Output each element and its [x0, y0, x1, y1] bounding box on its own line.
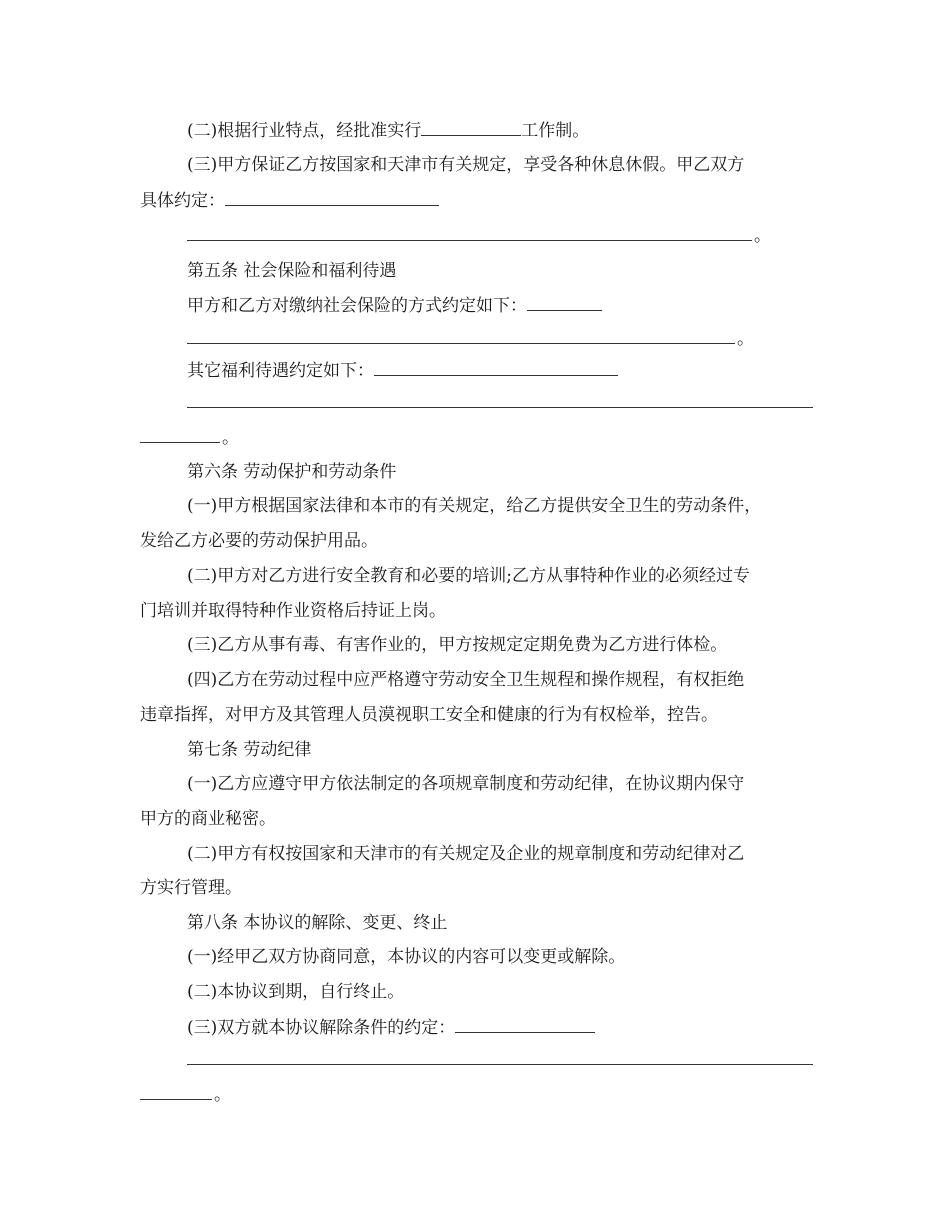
- social-insurance-end-mark: 。: [737, 329, 754, 349]
- other-welfare-label: 其它福利待遇约定如下：: [187, 361, 374, 381]
- clause-6-2-line1: (二)甲方对乙方进行安全教育和必要的培训;乙方从事特种作业的必须经过专: [187, 566, 750, 586]
- clause-6-2-line2: 门培训并取得特种作业资格后持证上岗。: [140, 601, 446, 621]
- clause-4-3-line2: [140, 188, 439, 212]
- clause-6-1-line2: 发给乙方必要的劳动保护用品。: [140, 531, 378, 551]
- other-welfare-blank: [374, 358, 618, 376]
- rest-agreement-blank: [225, 188, 439, 206]
- clause-7-1-line1: (一)乙方应遵守甲方依法制定的各项规章制度和劳动纪律，在协议期内保守: [187, 774, 745, 794]
- social-insurance-line: [187, 293, 602, 317]
- clause-4-3-label: 具体约定：: [140, 191, 225, 211]
- termination-conditions-blank-line-2: [140, 1099, 212, 1100]
- rest-agreement-blank-line: [187, 240, 752, 241]
- clause-8-2: (二)本协议到期，自行终止。: [187, 982, 405, 1002]
- article-7-heading: 第七条 劳动纪律: [187, 740, 312, 760]
- clause-4-2: [187, 118, 589, 142]
- clause-6-3: (三)乙方从事有毒、有害作业的，甲方按规定定期免费为乙方进行体检。: [187, 635, 728, 655]
- termination-conditions-blank-line: [187, 1064, 813, 1065]
- work-system-blank: [421, 118, 521, 136]
- clause-6-4-line1: (四)乙方在劳动过程中应严格遵守劳动安全卫生规程和操作规程，有权拒绝: [187, 670, 745, 690]
- clause-4-2-text: (二)根据行业特点，经批准实行: [187, 121, 422, 141]
- clause-7-2-line1: (二)甲方有权按国家和天津市的有关规定及企业的规章制度和劳动纪律对乙: [187, 844, 745, 864]
- other-welfare-end-mark: 。: [222, 428, 239, 448]
- clause-8-1: (一)经甲乙双方协商同意，本协议的内容可以变更或解除。: [187, 947, 626, 967]
- rest-agreement-end-mark: 。: [754, 226, 771, 246]
- article-6-heading: 第六条 劳动保护和劳动条件: [187, 462, 397, 482]
- other-welfare-line: [187, 358, 618, 382]
- social-insurance-blank: [527, 293, 602, 311]
- clause-4-3-line1: (三)甲方保证乙方按国家和天津市有关规定，享受各种休息休假。甲乙双方: [187, 155, 745, 175]
- termination-conditions-end-mark: 。: [214, 1085, 231, 1105]
- other-welfare-blank-line: [187, 407, 813, 408]
- termination-conditions-blank: [455, 1015, 595, 1033]
- clause-7-2-line2: 方实行管理。: [140, 878, 242, 898]
- clause-4-2-suffix: 工作制。: [521, 121, 590, 141]
- clause-6-1-line1: (一)甲方根据国家法律和本市的有关规定，给乙方提供安全卫生的劳动条件，: [187, 496, 762, 516]
- article-8-heading: 第八条 本协议的解除、变更、终止: [187, 913, 448, 933]
- social-insurance-label: 甲方和乙方对缴纳社会保险的方式约定如下：: [187, 296, 527, 316]
- clause-7-1-line2: 甲方的商业秘密。: [140, 809, 276, 829]
- article-5-heading: 第五条 社会保险和福利待遇: [187, 261, 397, 281]
- clause-8-3-label: (三)双方就本协议解除条件的约定：: [187, 1018, 456, 1038]
- other-welfare-blank-line-2: [140, 442, 220, 443]
- social-insurance-blank-line: [187, 343, 735, 344]
- clause-8-3-line: [187, 1015, 595, 1039]
- clause-6-4-line2: 违章指挥，对甲方及其管理人员漠视职工安全和健康的行为有权检举，控告。: [140, 705, 718, 725]
